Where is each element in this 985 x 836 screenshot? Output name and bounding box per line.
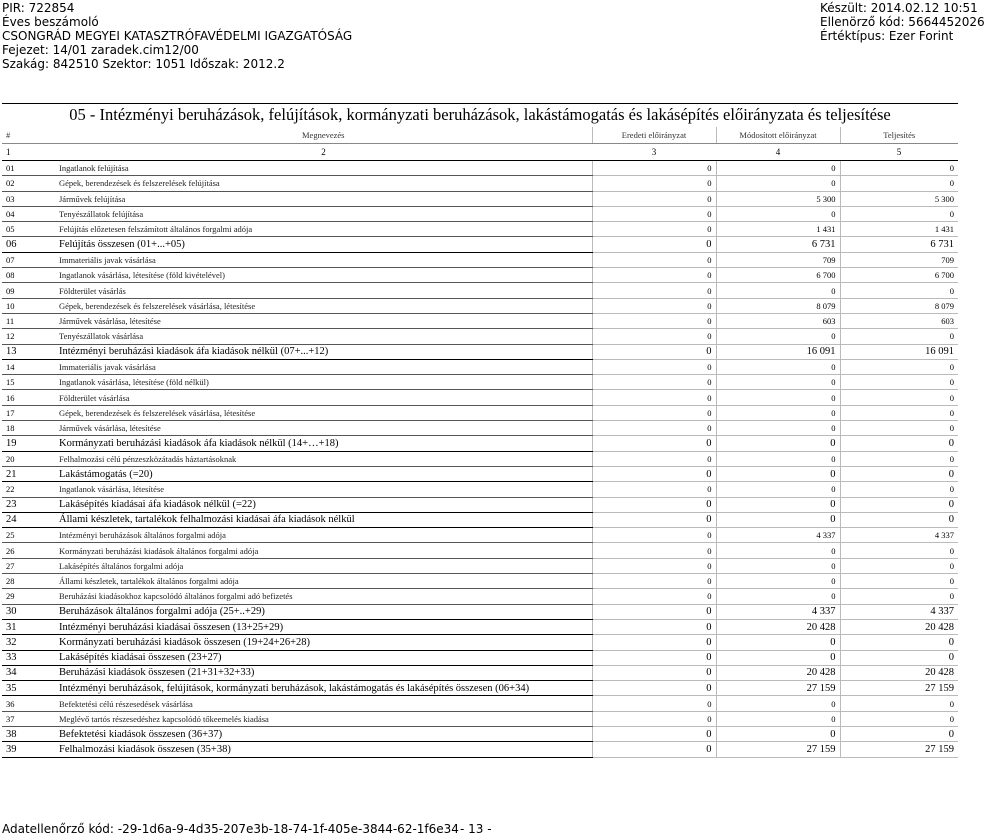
table-row (2, 298, 958, 313)
row-done: 603 (840, 313, 958, 328)
table-row-total (2, 436, 958, 451)
row-name: Felhalmozási célú pénzeszközátadás háztartásoknak (55, 451, 592, 466)
row-code: 26 (2, 543, 55, 558)
row-name: Gépek, berendezések és felszerelések felújítása (55, 176, 592, 191)
table-row-total (2, 665, 958, 680)
row-done: 1 431 (840, 222, 958, 237)
row-modified: 0 (716, 726, 840, 741)
table-row (2, 405, 958, 420)
row-modified: 709 (716, 252, 840, 267)
row-name: Immateriális javak vásárlása (55, 252, 592, 267)
row-done: 0 (840, 451, 958, 466)
row-code: 04 (2, 206, 55, 221)
row-code: 11 (2, 313, 55, 328)
row-name: Tenyészállatok vásárlása (55, 329, 592, 344)
created-timestamp: Készült: 2014.02.12 10:51 (820, 1, 978, 15)
row-name: Intézményi beruházások, felújítások, kormányzati beruházások, lakástámogatás és lakásépítés összesen (06+34) (55, 681, 592, 696)
row-modified: 27 159 (716, 742, 840, 757)
row-done: 0 (840, 696, 958, 711)
row-modified: 1 431 (716, 222, 840, 237)
row-code: 13 (2, 344, 55, 359)
row-code: 09 (2, 283, 55, 298)
row-done: 0 (840, 558, 958, 573)
row-code: 28 (2, 574, 55, 589)
col-header-original: Eredeti előirányzat (592, 127, 716, 144)
row-done: 0 (840, 512, 958, 527)
table-row (2, 206, 958, 221)
row-name: Intézményi beruházási kiadásai összesen (13+25+29) (55, 619, 592, 634)
row-done: 4 337 (840, 604, 958, 619)
row-done: 0 (840, 436, 958, 451)
row-modified: 0 (716, 696, 840, 711)
row-name: Befektetési célú részesedések vásárlása (55, 696, 592, 711)
row-done: 0 (840, 574, 958, 589)
row-done: 6 700 (840, 268, 958, 283)
row-modified: 6 731 (716, 237, 840, 252)
row-modified: 4 337 (716, 528, 840, 543)
row-name: Felújítás előzetesen felszámított általános forgalmi adója (55, 222, 592, 237)
row-modified: 0 (716, 390, 840, 405)
table-row-total (2, 619, 958, 634)
row-code: 06 (2, 237, 55, 252)
row-name: Járművek vásárlása, létesítése (55, 313, 592, 328)
row-name: Befektetési kiadások összesen (36+37) (55, 726, 592, 741)
row-done: 0 (840, 359, 958, 374)
row-modified: 0 (716, 482, 840, 497)
chapter-label: Fejezet: 14/01 zaradek.cim12/00 (2, 43, 199, 57)
row-modified: 0 (716, 711, 840, 726)
row-name: Járművek vásárlása, létesítése (55, 421, 592, 436)
row-code: 35 (2, 681, 55, 696)
row-original: 0 (592, 252, 716, 267)
pir-label: PIR: 722854 (2, 1, 75, 15)
table-row (2, 268, 958, 283)
row-original: 0 (592, 329, 716, 344)
row-code: 36 (2, 696, 55, 711)
page-number: - 13 - (460, 822, 492, 836)
row-modified: 0 (716, 451, 840, 466)
table-row (2, 589, 958, 604)
row-code: 24 (2, 512, 55, 527)
row-name: Földterület vásárlás (55, 283, 592, 298)
table-row (2, 696, 958, 711)
col-number-5: 5 (840, 144, 958, 161)
row-code: 29 (2, 589, 55, 604)
row-original: 0 (592, 696, 716, 711)
table-row (2, 329, 958, 344)
row-code: 08 (2, 268, 55, 283)
row-original: 0 (592, 711, 716, 726)
row-code: 05 (2, 222, 55, 237)
row-name: Kormányzati beruházási kiadások áfa kiadások nélkül (14+…+18) (55, 436, 592, 451)
row-code: 12 (2, 329, 55, 344)
table-row-total (2, 604, 958, 619)
row-original: 0 (592, 222, 716, 237)
row-modified: 603 (716, 313, 840, 328)
row-done: 0 (840, 283, 958, 298)
row-original: 0 (592, 528, 716, 543)
row-done: 27 159 (840, 681, 958, 696)
row-name: Felújítás összesen (01+...+05) (55, 237, 592, 252)
row-name: Gépek, berendezések és felszerelések vásárlása, létesítése (55, 298, 592, 313)
row-code: 18 (2, 421, 55, 436)
table-row (2, 451, 958, 466)
row-done: 5 300 (840, 191, 958, 206)
row-modified: 0 (716, 283, 840, 298)
row-original: 0 (592, 405, 716, 420)
row-original: 0 (592, 191, 716, 206)
row-modified: 0 (716, 558, 840, 573)
row-original: 0 (592, 619, 716, 634)
row-modified: 0 (716, 329, 840, 344)
row-name: Meglévő tartós részesedéshez kapcsolódó tőkeemelés kiadása (55, 711, 592, 726)
row-original: 0 (592, 742, 716, 757)
row-name: Földterület vásárlása (55, 390, 592, 405)
row-original: 0 (592, 436, 716, 451)
row-original: 0 (592, 313, 716, 328)
row-code: 14 (2, 359, 55, 374)
table-row (2, 161, 958, 176)
row-original: 0 (592, 497, 716, 512)
row-original: 0 (592, 543, 716, 558)
row-original: 0 (592, 344, 716, 359)
row-code: 31 (2, 619, 55, 634)
row-code: 15 (2, 375, 55, 390)
row-name: Ingatlanok vásárlása, létesítése (föld kivételével) (55, 268, 592, 283)
row-name: Ingatlanok felújítása (55, 161, 592, 176)
table-row-total (2, 635, 958, 650)
row-original: 0 (592, 161, 716, 176)
row-code: 25 (2, 528, 55, 543)
row-done: 20 428 (840, 665, 958, 680)
row-code: 20 (2, 451, 55, 466)
table-row (2, 283, 958, 298)
row-done: 0 (840, 497, 958, 512)
row-name: Gépek, berendezések és felszerelések vásárlása, létesítése (55, 405, 592, 420)
row-modified: 4 337 (716, 604, 840, 619)
row-modified: 20 428 (716, 665, 840, 680)
column-number-row (2, 144, 958, 161)
table-row-total (2, 237, 958, 252)
table-row-total (2, 650, 958, 665)
col-number-1: 1 (2, 144, 55, 161)
table-row (2, 176, 958, 191)
row-name: Ingatlanok vásárlása, létesítése (55, 482, 592, 497)
row-code: 21 (2, 466, 55, 481)
row-modified: 0 (716, 405, 840, 420)
row-name: Lakásépítés általános forgalmi adója (55, 558, 592, 573)
row-done: 0 (840, 405, 958, 420)
row-original: 0 (592, 375, 716, 390)
row-done: 16 091 (840, 344, 958, 359)
row-original: 0 (592, 268, 716, 283)
row-original: 0 (592, 512, 716, 527)
row-original: 0 (592, 359, 716, 374)
row-modified: 20 428 (716, 619, 840, 634)
table-row (2, 528, 958, 543)
table-row (2, 574, 958, 589)
verification-code: Adatellenőrző kód: -29-1d6a-9-4d35-207e3b-18-74-1f-405e-3844-62-1f6e34 (2, 822, 459, 836)
row-code: 07 (2, 252, 55, 267)
row-name: Felhalmozási kiadások összesen (35+38) (55, 742, 592, 757)
sector-label: Szakág: 842510 Szektor: 1051 Időszak: 2012.2 (2, 57, 285, 71)
col-number-2: 2 (55, 144, 592, 161)
checksum-code: Ellenörző kód: 5664452026 (820, 15, 985, 29)
page-title: 05 - Intézményi beruházások, felújítások, kormányzati beruházások, lakástámogatás és lakásépítés előirányzata és teljesítése (69, 105, 891, 124)
table-header-row (2, 127, 958, 144)
table-row-total (2, 681, 958, 696)
row-code: 17 (2, 405, 55, 420)
row-original: 0 (592, 298, 716, 313)
table-row-total (2, 466, 958, 481)
row-name: Intézményi beruházási kiadások áfa kiadások nélkül (07+...+12) (55, 344, 592, 359)
row-done: 0 (840, 711, 958, 726)
row-original: 0 (592, 589, 716, 604)
row-original: 0 (592, 421, 716, 436)
row-modified: 6 700 (716, 268, 840, 283)
row-original: 0 (592, 635, 716, 650)
row-modified: 5 300 (716, 191, 840, 206)
row-done: 6 731 (840, 237, 958, 252)
table-row (2, 543, 958, 558)
row-modified: 0 (716, 650, 840, 665)
row-done: 0 (840, 176, 958, 191)
row-name: Beruházások általános forgalmi adója (25+..+29) (55, 604, 592, 619)
row-modified: 0 (716, 512, 840, 527)
row-done: 8 079 (840, 298, 958, 313)
row-original: 0 (592, 650, 716, 665)
row-code: 03 (2, 191, 55, 206)
table-row (2, 359, 958, 374)
row-done: 0 (840, 589, 958, 604)
row-modified: 0 (716, 375, 840, 390)
row-original: 0 (592, 283, 716, 298)
table-row (2, 313, 958, 328)
row-modified: 0 (716, 206, 840, 221)
row-code: 32 (2, 635, 55, 650)
row-code: 27 (2, 558, 55, 573)
row-modified: 16 091 (716, 344, 840, 359)
row-code: 30 (2, 604, 55, 619)
col-header-name: Megnevezés (55, 127, 592, 144)
row-modified: 8 079 (716, 298, 840, 313)
row-done: 0 (840, 482, 958, 497)
row-done: 0 (840, 650, 958, 665)
row-modified: 0 (716, 359, 840, 374)
row-code: 19 (2, 436, 55, 451)
row-modified: 0 (716, 466, 840, 481)
row-modified: 0 (716, 497, 840, 512)
row-code: 23 (2, 497, 55, 512)
row-original: 0 (592, 681, 716, 696)
row-code: 34 (2, 665, 55, 680)
row-modified: 0 (716, 161, 840, 176)
row-done: 0 (840, 421, 958, 436)
table-row (2, 375, 958, 390)
row-modified: 0 (716, 543, 840, 558)
row-code: 39 (2, 742, 55, 757)
row-code: 10 (2, 298, 55, 313)
row-modified: 27 159 (716, 681, 840, 696)
organization-name: CSONGRÁD MEGYEI KATASZTRÓFAVÉDELMI IGAZGATÓSÁG (2, 29, 353, 43)
row-done: 0 (840, 161, 958, 176)
row-original: 0 (592, 726, 716, 741)
row-done: 709 (840, 252, 958, 267)
row-modified: 0 (716, 589, 840, 604)
table-row (2, 252, 958, 267)
row-code: 22 (2, 482, 55, 497)
row-done: 0 (840, 726, 958, 741)
table-row (2, 222, 958, 237)
row-code: 33 (2, 650, 55, 665)
col-number-4: 4 (716, 144, 840, 161)
col-number-3: 3 (592, 144, 716, 161)
row-done: 0 (840, 375, 958, 390)
row-name: Állami készletek, tartalékok általános forgalmi adója (55, 574, 592, 589)
row-name: Lakásépítés kiadásai összesen (23+27) (55, 650, 592, 665)
table-row (2, 421, 958, 436)
report-header (2, 0, 985, 78)
table-row (2, 191, 958, 206)
row-name: Kormányzati beruházási kiadások általános forgalmi adója (55, 543, 592, 558)
row-done: 20 428 (840, 619, 958, 634)
row-original: 0 (592, 558, 716, 573)
table-row (2, 390, 958, 405)
table-row-total (2, 742, 958, 757)
row-name: Ingatlanok vásárlása, létesítése (föld nélkül) (55, 375, 592, 390)
row-done: 0 (840, 206, 958, 221)
row-name: Járművek felújítása (55, 191, 592, 206)
row-code: 01 (2, 161, 55, 176)
row-name: Lakásépítés kiadásai áfa kiadások nélkül (=22) (55, 497, 592, 512)
table-row-total (2, 497, 958, 512)
row-done: 0 (840, 329, 958, 344)
row-done: 0 (840, 635, 958, 650)
row-name: Intézményi beruházások általános forgalmi adója (55, 528, 592, 543)
table-row (2, 482, 958, 497)
row-original: 0 (592, 665, 716, 680)
row-done: 0 (840, 543, 958, 558)
row-modified: 0 (716, 574, 840, 589)
row-done: 0 (840, 466, 958, 481)
row-name: Tenyészállatok felújítása (55, 206, 592, 221)
row-name: Immateriális javak vásárlása (55, 359, 592, 374)
row-modified: 0 (716, 436, 840, 451)
row-original: 0 (592, 604, 716, 619)
row-original: 0 (592, 482, 716, 497)
row-code: 16 (2, 390, 55, 405)
col-header-modified: Módosított előirányzat (716, 127, 840, 144)
table-row-total (2, 512, 958, 527)
row-name: Beruházási kiadások összesen (21+31+32+33) (55, 665, 592, 680)
row-original: 0 (592, 466, 716, 481)
data-table (2, 127, 958, 758)
row-code: 37 (2, 711, 55, 726)
row-done: 27 159 (840, 742, 958, 757)
row-code: 02 (2, 176, 55, 191)
row-name: Lakástámogatás (=20) (55, 466, 592, 481)
report-type: Éves beszámoló (2, 15, 99, 29)
row-original: 0 (592, 237, 716, 252)
row-original: 0 (592, 390, 716, 405)
row-original: 0 (592, 574, 716, 589)
row-original: 0 (592, 451, 716, 466)
table-row-total (2, 726, 958, 741)
row-modified: 0 (716, 421, 840, 436)
table-row (2, 558, 958, 573)
row-done: 0 (840, 390, 958, 405)
row-modified: 0 (716, 176, 840, 191)
row-code: 38 (2, 726, 55, 741)
table-row-total (2, 344, 958, 359)
row-name: Beruházási kiadásokhoz kapcsolódó általános forgalmi adó befizetés (55, 589, 592, 604)
row-name: Állami készletek, tartalékok felhalmozási kiadásai áfa kiadások nélkül (55, 512, 592, 527)
row-original: 0 (592, 206, 716, 221)
row-done: 4 337 (840, 528, 958, 543)
row-name: Kormányzati beruházási kiadások összesen (19+24+26+28) (55, 635, 592, 650)
row-modified: 0 (716, 635, 840, 650)
row-original: 0 (592, 176, 716, 191)
col-header-num: # (2, 127, 55, 144)
table-row (2, 711, 958, 726)
value-type: Értéktípus: Ezer Forint (820, 29, 954, 43)
col-header-done: Teljesítés (840, 127, 958, 144)
